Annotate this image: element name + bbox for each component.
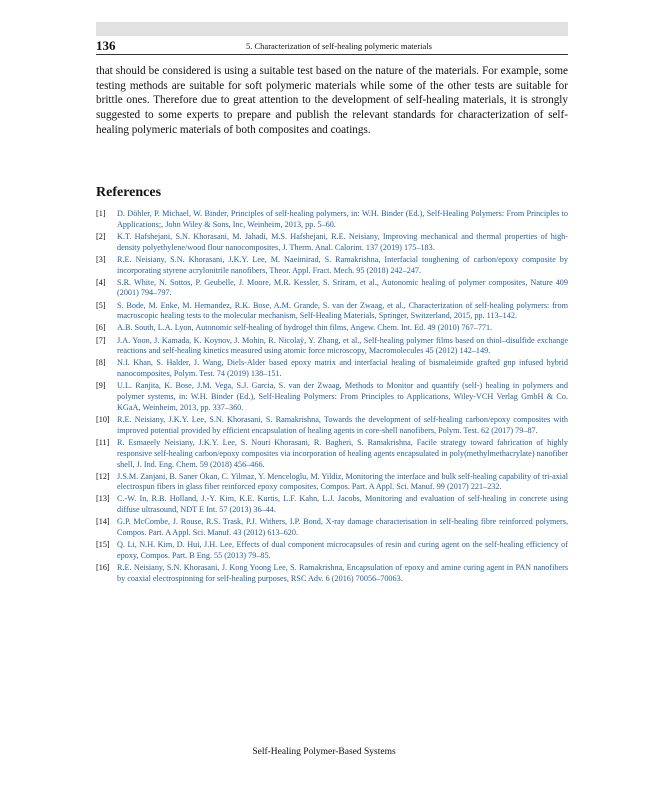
reference-number: [13] <box>96 494 110 504</box>
reference-item <box>96 438 568 470</box>
reference-number: [11] <box>96 437 110 447</box>
reference-link[interactable]: N.I. Khan, S. Halder, J. Wang, Diels-Alder based epoxy matrix and interfacial healing of bismaleimide grafted gnp infused hybrid nanocomposites, Polym. Test. 74 (2019) 138–151. <box>117 358 568 379</box>
reference-item <box>96 517 568 539</box>
reference-number: [1] <box>96 209 106 218</box>
reference-link[interactable]: A.B. South, L.A. Lyon, Autonomic self-healing of hydrogel thin films, Angew. Chem. Int. Ed. 49 (2010) 767–771. <box>117 323 493 333</box>
reference-link[interactable]: R.E. Neisiany, S.N. Khorasani, J. Kong Yoong Lee, S. Ramakrishna, Encapsulation of epoxy and amine curing agent in PAN nanofibers by coaxial electrospinning for self-healing purposes, RSC Adv. 6 (2016) 70056–70063. <box>117 563 568 583</box>
reference-link[interactable]: R.E. Neisiany, S.N. Khorasani, J.K.Y. Lee, M. Naeimirad, S. Ramakrishna, Interfacial toughening of carbon/epoxy composite by incorporating styrene acrylonitrile nanofibers, Theor. Appl. Fract. Mech. 95 (2018) 242–247. <box>117 254 568 275</box>
reference-number: [8] <box>96 358 106 368</box>
reference-item <box>96 358 568 380</box>
reference-link[interactable]: Q. Li, N.H. Kim, D. Hui, J.H. Lee, Effects of dual component microcapsules of resin and curing agent on the self-healing efficiency of epoxy, Compos. Part. B Eng. 55 (2013) 79–85. <box>117 540 568 561</box>
reference-link[interactable]: J.A. Yoon, J. Kamada, K. Koynov, J. Mohin, R. Nicolaÿ, Y. Zhang, et al., Self-healing polymer films based on thiol–disulfide exchange reactions and self-healing kinetics measured using atomic force microscopy, Macromolecules 45 (2012) 142–149. <box>117 335 568 356</box>
reference-item <box>96 494 568 516</box>
reference-number: [7] <box>96 335 106 345</box>
top-gray-bar <box>96 22 568 36</box>
reference-link[interactable]: U.L. Ranjita, K. Bose, J.M. Vega, S.J. Garcia, S. van der Zwaag, Methods to Monitor and quantify (self-) healing in polymers and polymer systems, in: W.H. Binder (Ed.), Self-Healing Polymers: From Principles to Applications, Wiley-VCH Verlag GmbH & Co. KGaA, Weinheim, 2013, pp. 337–360. <box>117 381 568 412</box>
reference-item <box>96 472 568 494</box>
reference-item <box>96 336 568 358</box>
reference-number: [6] <box>96 323 106 333</box>
reference-number: [4] <box>96 277 106 287</box>
reference-item <box>96 278 568 300</box>
reference-link[interactable]: K.T. Hafshejani, S.N. Khorasani, M. Jahadi, M.S. Hafshejani, R.E. Neisiany, Improving mechanical and thermal properties of high-density polyethylene/wood flour nanocomposites, J. Therm. Anal. Calorim. 137 (2019) 175–183. <box>117 231 568 252</box>
reference-number: [14] <box>96 517 110 527</box>
reference-number: [2] <box>96 231 106 241</box>
reference-item <box>96 255 568 277</box>
reference-item <box>96 323 568 334</box>
reference-item <box>96 209 568 231</box>
reference-item <box>96 415 568 437</box>
reference-link[interactable]: S. Bode, M. Enke, M. Hernandez, R.K. Bose, A.M. Grande, S. van der Zwaag, et al., Characterization of self-healing polymers: from macroscopic healing tests to the molecular mechanism, Self-Healing Materials, Springer, Switzerland, 2015, pp. 113–142. <box>117 300 568 321</box>
reference-link[interactable]: C.-W. In, R.B. Holland, J.-Y. Kim, K.E. Kurtis, L.F. Kahn, L.J. Jacobs, Monitoring and evaluation of self-healing in concrete using diffuse ultrasound, NDT E Int. 57 (2013) 36–44. <box>117 494 568 515</box>
book-title-footer: Self-Healing Polymer-Based Systems <box>252 747 396 757</box>
reference-number: [5] <box>96 300 106 310</box>
reference-number: [10] <box>96 415 110 425</box>
body-paragraph: that should be considered is using a suitable test based on the nature of the materials. For example, some testing methods are suitable for soft polymeric materials while some of the other tests are suitable for brittle ones. Therefore due to great attention to the development of self-healing materials, it is strongly suggested to some experts to prepare and publish the relevant standards for characterization of self-healing polymeric materials of both composites and coatings. <box>96 65 568 136</box>
reference-number: [9] <box>96 381 106 391</box>
reference-list <box>96 209 568 586</box>
page-header <box>96 38 568 55</box>
reference-number: [3] <box>96 254 106 264</box>
reference-item <box>96 381 568 413</box>
references-heading: References <box>96 185 162 200</box>
reference-link[interactable]: R. Esmaeely Neisiany, J.K.Y. Lee, S. Nouri Khorasani, R. Bagheri, S. Ramakrishna, Facile strategy toward fabrication of highly responsive self-healing carbon/epoxy composites via incorporation of healing agents encapsulated in poly(methylmethacrylate) nanofiber shell, J. Ind. Eng. Chem. 59 (2018) 456–466. <box>117 437 568 469</box>
reference-item <box>96 563 568 585</box>
reference-link[interactable]: R.E. Neisiany, J.K.Y. Lee, S.N. Khorasani, S. Ramakrishna, Towards the development of self-healing carbon/epoxy composites with improved potential provided by efficient encapsulation of healing agents in core-shell nanofibers, Polym. Test. 62 (2017) 79–87. <box>117 415 568 435</box>
reference-link[interactable]: S.R. White, N. Sottos, P. Geubelle, J. Moore, M.R. Kessler, S. Sriram, et al., Autonomic healing of polymer composites, Nature 409 (2001) 794–797. <box>117 277 568 298</box>
page-number: 136 <box>96 38 116 53</box>
reference-item <box>96 232 568 254</box>
reference-link[interactable]: G.P. McCombe, J. Rouse, R.S. Trask, P.J. Withers, I.P. Bond, X-ray damage characterisation in self-healing fibre reinforced polymers, Compos. Part. A Appl. Sci. Manuf. 43 (2012) 613–620. <box>117 517 568 538</box>
running-head: 5. Characterization of self-healing polymeric materials <box>246 41 432 51</box>
reference-number: [16] <box>96 563 110 573</box>
reference-link[interactable]: J.S.M. Zanjani, B. Saner Okan, C. Yilmaz, Y. Menceloglu, M. Yildiz, Monitoring the interface and bulk self-healing capability of tri-axial electrospun fibers in glass fiber reinforced epoxy composites, Compos. Part. A Appl. Sci. Manuf. 99 (2017) 221–232. <box>117 471 568 492</box>
reference-number: [15] <box>96 540 110 550</box>
reference-item <box>96 540 568 562</box>
reference-link[interactable]: D. Döhler, P. Michael, W. Binder, Principles of self-healing polymers, in: W.H. Binder (Ed.), Self-Healing Polymers: From Principles to Applications;, John Wiley & Sons, Inc, Weinheim, 2013, pp. 5–60. <box>117 209 568 229</box>
reference-number: [12] <box>96 471 110 481</box>
reference-item <box>96 301 568 323</box>
